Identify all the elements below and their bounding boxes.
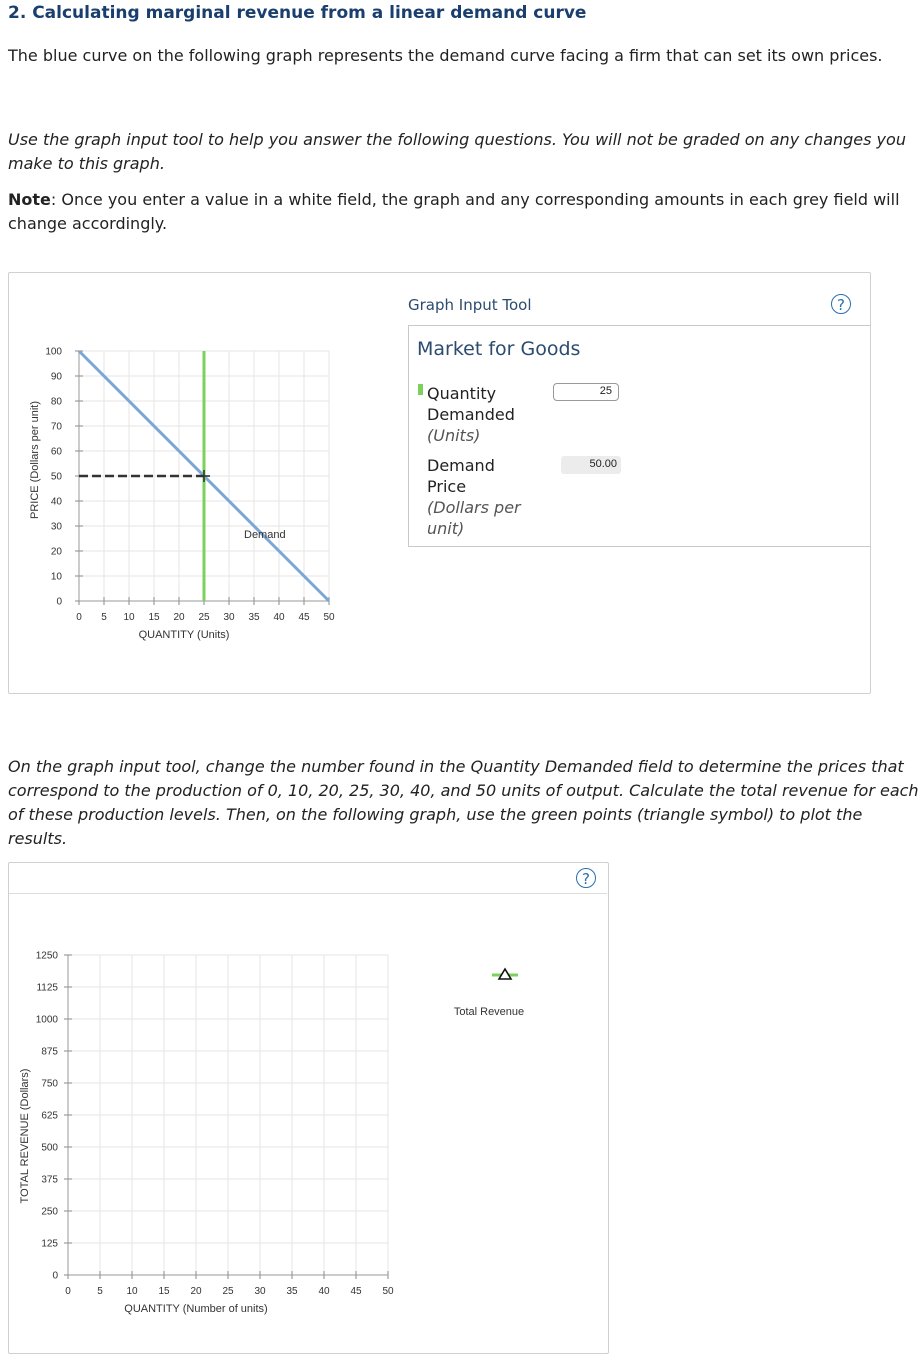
y-tick-label: 10 [50, 571, 62, 583]
x-tick-label: 20 [190, 1286, 202, 1297]
y-tick-label: 30 [50, 521, 62, 533]
x-tick-label: 15 [158, 1286, 170, 1297]
demand-curve-label: Demand [244, 529, 286, 541]
x-tick-label: 5 [97, 1286, 103, 1297]
x-tick-label: 10 [123, 612, 135, 623]
intro-paragraph: The blue curve on the following graph represents the demand curve facing a firm that can set its own prices. [8, 46, 883, 65]
y-tick-label: 80 [50, 396, 62, 408]
help-icon[interactable]: ? [831, 294, 851, 314]
y-tick-label: 0 [52, 1270, 58, 1282]
help-icon-2[interactable]: ? [576, 868, 596, 888]
x-tick-label: 50 [323, 612, 335, 623]
x-tick-label: 5 [101, 612, 107, 623]
quantity-unit: (Units) [427, 426, 481, 445]
quantity-demanded-label [427, 383, 515, 446]
quantity-label-line1: Quantity [427, 384, 497, 403]
x-tick-label: 35 [286, 1286, 298, 1297]
y-tick-label: 100 [45, 346, 62, 358]
x-tick-label: 45 [298, 612, 310, 623]
y-tick-label: 875 [41, 1046, 58, 1058]
x-tick-label: 15 [148, 612, 160, 623]
demand-price-label [427, 455, 521, 539]
y-axis-label: TOTAL REVENUE (Dollars) [19, 1068, 31, 1204]
y-tick-label: 40 [50, 496, 62, 508]
y-tick-label: 20 [50, 546, 62, 558]
x-tick-label: 25 [222, 1286, 234, 1297]
x-tick-label: 0 [76, 612, 82, 623]
total-revenue-chart[interactable] [0, 862, 600, 1352]
y-tick-label: 750 [41, 1078, 58, 1090]
graph-input-tool-title: Graph Input Tool [408, 296, 532, 314]
x-tick-label: 0 [65, 1286, 71, 1297]
y-tick-label: 50 [50, 471, 62, 483]
note-label: Note [8, 190, 51, 209]
x-axis-label: QUANTITY (Number of units) [124, 1303, 268, 1315]
y-tick-label: 250 [41, 1206, 58, 1218]
y-tick-label: 0 [56, 596, 62, 608]
x-tick-label: 10 [126, 1286, 138, 1297]
palette-label: Total Revenue [453, 1006, 525, 1018]
x-tick-label: 25 [198, 612, 210, 623]
y-tick-label: 625 [41, 1110, 58, 1122]
quantity-label-line2: Demanded [427, 405, 515, 424]
demand-price-value: 50.00 [561, 456, 621, 474]
y-tick-label: 1000 [35, 1014, 58, 1026]
market-title: Market for Goods [417, 338, 581, 360]
y-tick-label: 500 [41, 1142, 58, 1154]
y-tick-label: 375 [41, 1174, 58, 1186]
total-revenue-palette-tool[interactable] [492, 969, 518, 979]
note-paragraph [8, 188, 913, 236]
y-tick-label: 90 [50, 371, 62, 383]
plot-instructions: On the graph input tool, change the number found in the Quantity Demanded field to determine the prices that correspond to the production of 0, 10, 20, 25, 30, 40, and 50 units of output. Calculate the total revenue for each of these production levels. Then, on the following graph, use the green points (triangle symbol) to plot the results. [8, 757, 919, 848]
y-tick-label: 1250 [35, 950, 58, 962]
x-tick-label: 45 [350, 1286, 362, 1297]
x-tick-label: 50 [382, 1286, 394, 1297]
x-axis-label: QUANTITY (Units) [138, 629, 230, 641]
y-axis-label: PRICE (Dollars per unit) [29, 401, 41, 519]
x-tick-label: 30 [254, 1286, 266, 1297]
price-label-line2: Price [427, 477, 467, 496]
x-tick-label: 40 [273, 612, 285, 623]
x-tick-label: 30 [223, 612, 235, 623]
y-tick-label: 70 [50, 421, 62, 433]
y-tick-label: 1125 [36, 982, 58, 994]
price-unit-line1: (Dollars per [427, 498, 521, 517]
y-tick-label: 60 [50, 446, 62, 458]
note-text: : Once you enter a value in a white field, the graph and any corresponding amounts in each grey field will change accordingly. [8, 190, 900, 233]
demand-chart[interactable] [0, 272, 400, 692]
y-tick-label: 125 [41, 1238, 58, 1250]
quantity-demanded-input[interactable]: 25 [553, 383, 619, 401]
x-tick-label: 20 [173, 612, 185, 623]
price-unit-line2: unit) [427, 519, 465, 538]
quantity-color-swatch [418, 384, 423, 395]
price-label-line1: Demand [427, 456, 495, 475]
question-title: 2. Calculating marginal revenue from a linear demand curve [8, 3, 587, 23]
instruction-paragraph: Use the graph input tool to help you answer the following questions. You will not be graded on any changes you make to this graph. [8, 130, 906, 173]
x-tick-label: 40 [318, 1286, 330, 1297]
x-tick-label: 35 [248, 612, 260, 623]
